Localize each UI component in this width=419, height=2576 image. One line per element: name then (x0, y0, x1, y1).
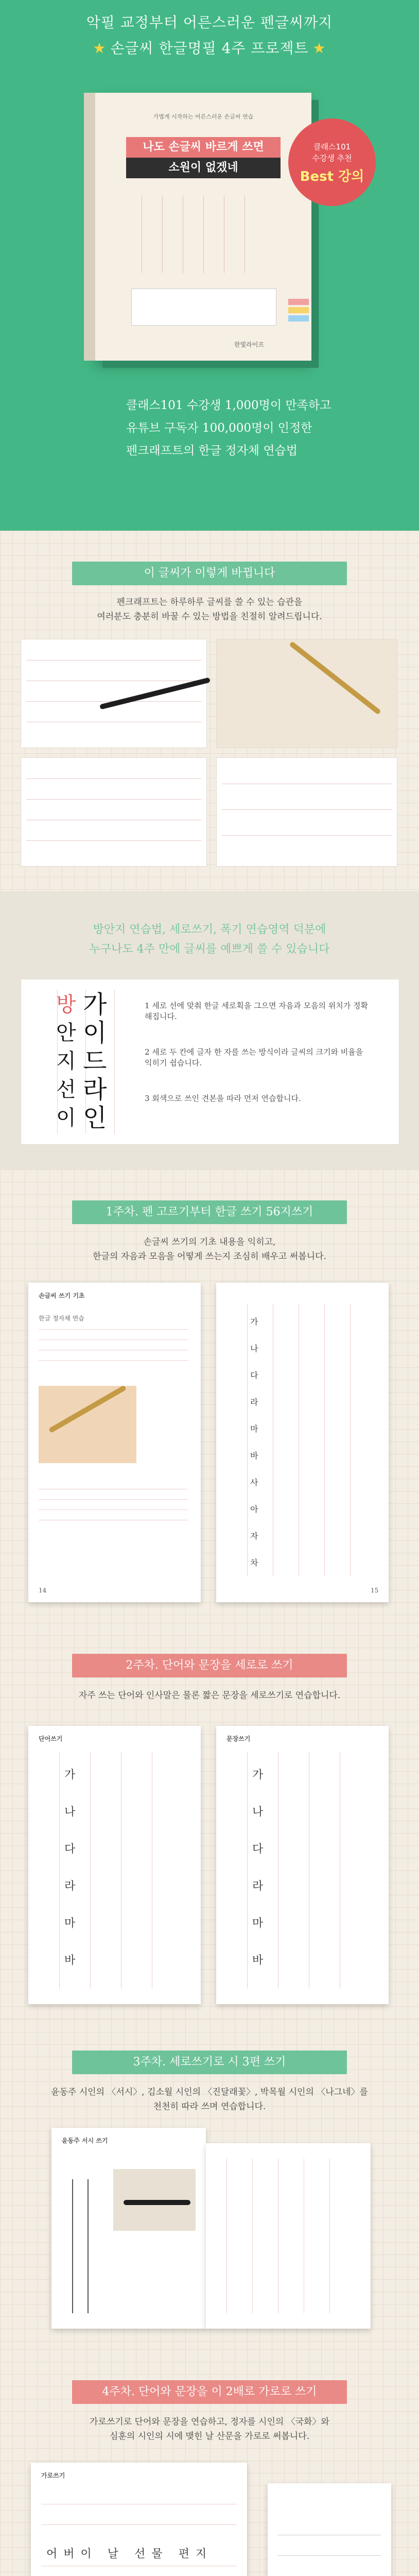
section-desc-2: 여러분도 충분히 바꿀 수 있는 방법을 친절히 알려드립니다. (97, 612, 322, 622)
section-desc-1: 가로쓰기로 단어와 문장을 연습하고, 정자를 시인의 〈국화〉와 (90, 2417, 329, 2427)
pencil-photo (39, 1386, 136, 1463)
poem-page (51, 2128, 206, 2329)
method-note-2: 2 세로 두 칸에 글자 한 자를 쓰는 방식이라 글씨의 크기와 비율을 익히기 쉽습니다. (145, 1047, 363, 1067)
hero-headline-2-text: 손글씨 한글명필 4주 프로젝트 (110, 40, 309, 57)
section-title: 4주차. 단어와 문장을 이 2배로 가로로 쓰기 (72, 2380, 347, 2404)
book-cover (95, 93, 311, 361)
section-desc-1: 손글씨 쓰기의 기초 내용을 익히고, (143, 1237, 276, 1247)
book-publisher: 한빛라이프 (234, 341, 264, 348)
hero-stat-1: 클래스101 수강생 1,000명이 만족하고 (126, 399, 331, 412)
method-note-3: 3 회색으로 쓰인 견본을 따라 먼저 연습합니다. (145, 1094, 301, 1103)
page-heading: 윤동주 서시 쓰기 (62, 2137, 108, 2144)
practice-line-1: 어버이 날 선물 편지 (46, 2548, 213, 2561)
hero-headline-1: 악필 교정부터 어른스러운 펜글씨까지 (86, 14, 333, 31)
page-heading: 가로쓰기 (41, 2472, 65, 2479)
practice-column: 가 나 다 라 마 바 사 아 자 차 (250, 1317, 258, 1568)
section-title: 이 글씨가 이렇게 바뀝니다 (72, 562, 347, 585)
section-title: 1주차. 펜 고르기부터 한글 쓰기 56지쓰기 (72, 1200, 347, 1224)
page-heading: 단어쓰기 (39, 1735, 63, 1742)
section-desc-2: 천천히 따라 쓰며 연습합니다. (153, 2102, 266, 2112)
section-desc-2: 한글의 자음과 모음을 어떻게 쓰는지 조심히 배우고 써봅니다. (93, 1251, 326, 1262)
fountain-pen-icon (124, 2200, 190, 2205)
page-number: 15 (371, 1587, 379, 1594)
page-number: 14 (39, 1587, 47, 1594)
fountain-pen-icon (289, 641, 381, 715)
book-practice-columns (142, 196, 265, 278)
hero-stat-2: 유튜브 구독자 100,000명이 인정한 (126, 421, 312, 435)
workbook-left-page (28, 1726, 201, 2004)
section-week3 (0, 2020, 419, 2349)
section-title: 2주차. 단어와 문장을 세로로 쓰기 (72, 1654, 347, 1677)
badge-line-2: 수강생 추천 (312, 154, 352, 163)
hero-headline-2 (0, 37, 419, 58)
after-photo (216, 639, 397, 748)
section-desc-2: 심훈의 시인의 시에 맺힌 날 산문을 가로로 써봅니다. (109, 2431, 310, 2442)
section-subtitle: 누구나도 4주 만에 글씨를 예쁘게 쓸 수 있습니다 (89, 943, 330, 956)
poem-page-right (206, 2143, 371, 2329)
star-icon: ★ (93, 40, 107, 57)
section-before-after (0, 531, 419, 891)
section-week4 (0, 2349, 419, 2576)
workbook-right-page (216, 1726, 389, 2004)
book-title-top: 나도 손글씨 바르게 쓰면 (126, 137, 281, 158)
section-desc-1: 윤동주 시인의 〈서시〉, 김소월 시인의 〈진달래꽃〉, 박목월 시인의 〈나그네〉를 (51, 2087, 368, 2097)
badge-line-1: 클래스101 (313, 142, 351, 151)
letter-photo (268, 2483, 391, 2576)
word-column: 가 나 다 라 마 바 (64, 1769, 76, 1967)
sentence-column: 가 나 다 라 마 바 (252, 1769, 264, 1967)
star-icon: ★ (312, 40, 326, 57)
horizontal-page (31, 2463, 247, 2576)
workbook-right-page (216, 1283, 389, 1602)
section-desc-1: 펜크래프트는 하루하루 글씨를 쓸 수 있는 습관을 (116, 597, 303, 607)
section-title: 3주차. 세로쓰기로 시 3편 쓰기 (72, 2050, 347, 2074)
page-heading: 문장쓰기 (226, 1735, 251, 1742)
practice-sheet-photo (216, 757, 397, 867)
notebook-photo (21, 757, 207, 867)
book-spine (84, 93, 95, 361)
hero-stat-3: 펜크래프트의 한글 정자체 연습법 (126, 444, 298, 457)
index-stickers (288, 299, 314, 340)
method-note-1: 1 세로 선에 맞춰 한글 세로획을 그으면 자음과 모음의 위치가 정확해집니다. (145, 1001, 368, 1021)
workbook-left-page (28, 1283, 201, 1602)
page-heading: 손글씨 쓰기 기초 (39, 1292, 85, 1299)
section-desc: 자주 쓰는 단어와 인사말은 물론 짧은 문장을 세로쓰기로 연습합니다. (78, 1690, 341, 1701)
section-method (0, 891, 419, 1170)
recommend-badge (288, 118, 376, 206)
book-info-panel (131, 289, 276, 326)
section-week1 (0, 1170, 419, 1623)
guide-word-vertical-2: 방 안 지 선 이 (56, 993, 76, 1130)
section-title: 방안지 연습법, 세로쓰기, 폭기 연습영역 덕분에 (93, 923, 326, 936)
page-subheading: 한글 정자체 연습 (39, 1315, 84, 1322)
book-title-bottom: 소원이 없겠네 (126, 158, 281, 178)
book-tagline: 가볍게 시작하는 어른스러운 손글씨 연습 (153, 113, 254, 120)
section-week2 (0, 1623, 419, 2020)
method-card (21, 979, 399, 1145)
pen-icon (99, 677, 211, 710)
badge-line-3: Best 강의 (300, 169, 364, 184)
hero-section (0, 0, 419, 531)
guide-word-vertical-1: 가 이 드 라 인 (83, 990, 107, 1132)
before-photo (21, 639, 207, 748)
